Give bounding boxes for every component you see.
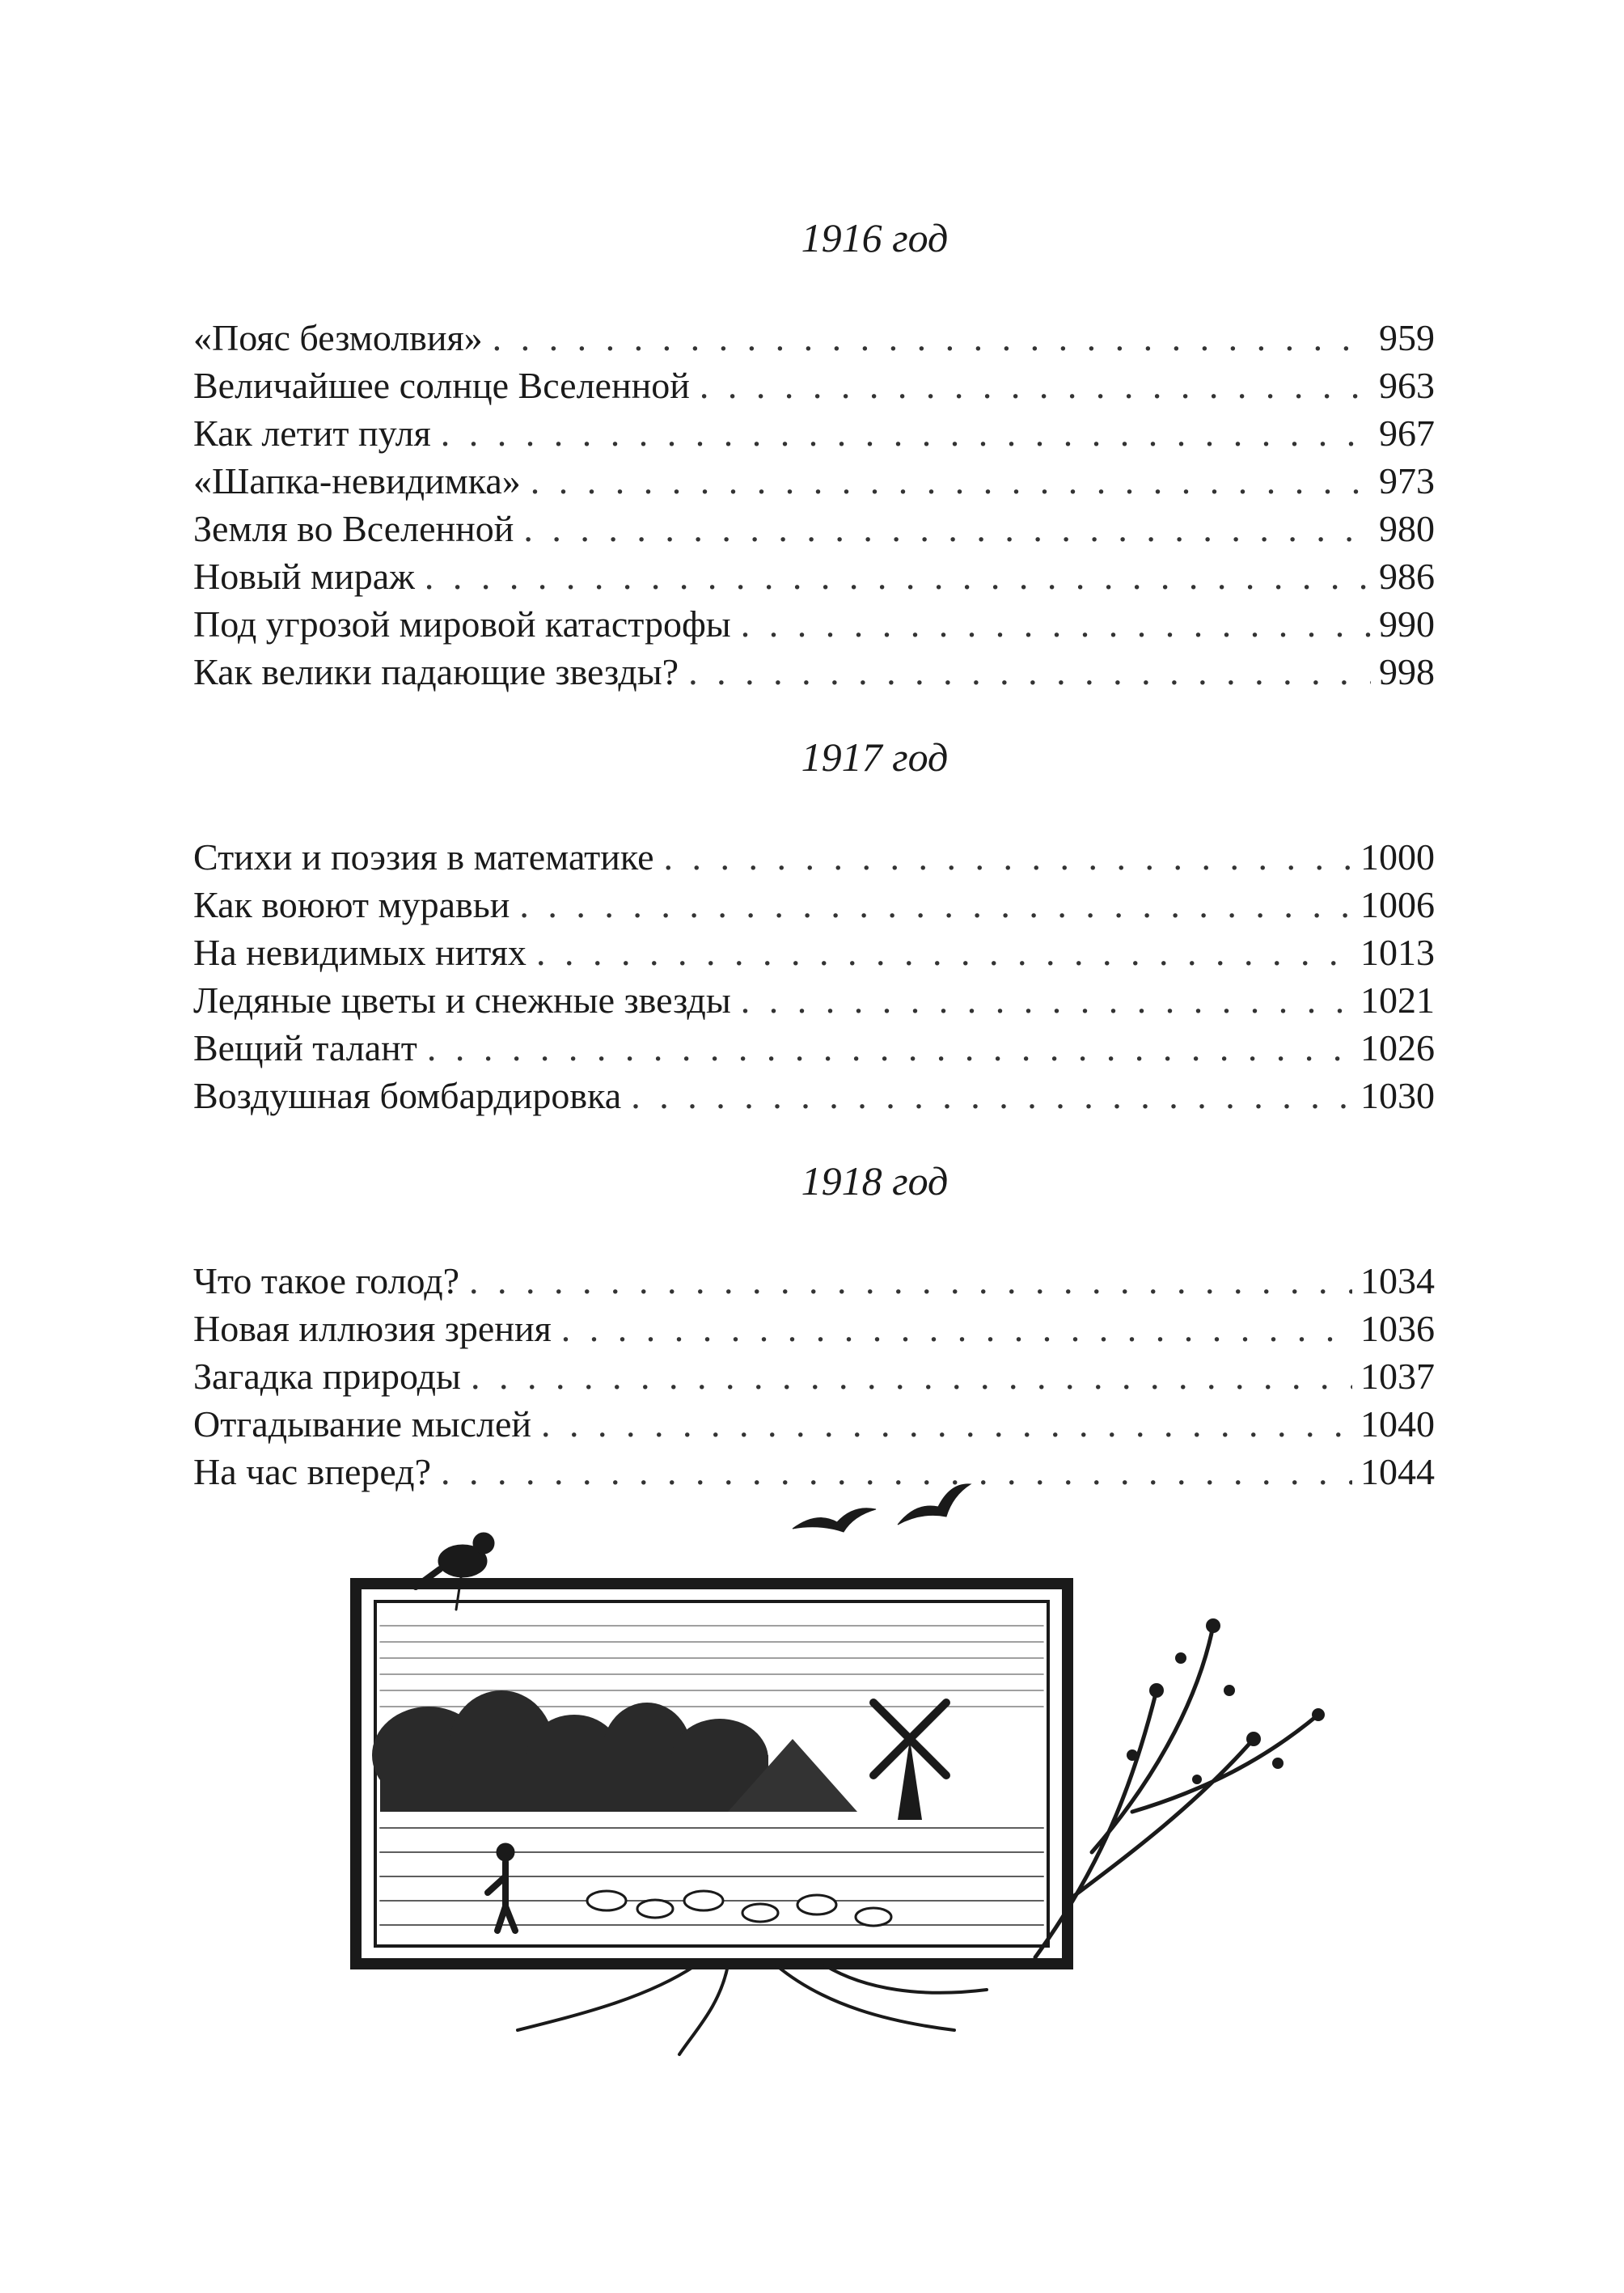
entry-page-number: 1006 (1360, 884, 1435, 925)
entry-page-number: 1037 (1360, 1356, 1435, 1397)
dot-leader (493, 314, 1371, 362)
entry-title: Вещий талант (193, 1027, 417, 1068)
toc-section-1918 (193, 1155, 1435, 1496)
toc-entry[interactable] (193, 1072, 1435, 1119)
toc-entry[interactable] (193, 1305, 1435, 1352)
entry-title: Новая иллюзия зрения (193, 1308, 552, 1349)
dot-leader (471, 1352, 1352, 1400)
entry-title: Новый мираж (193, 556, 415, 597)
dot-leader (523, 505, 1371, 552)
entry-title: На невидимых нитях (193, 932, 527, 973)
entry-page-number: 1026 (1360, 1027, 1435, 1068)
dot-leader (561, 1305, 1352, 1352)
toc-entry[interactable] (193, 600, 1435, 648)
toc-entry[interactable] (193, 457, 1435, 505)
entry-page-number: 1013 (1360, 932, 1435, 973)
toc-entry[interactable] (193, 833, 1435, 881)
dot-leader (427, 1024, 1352, 1072)
entry-title: Ледяные цветы и снежные звезды (193, 979, 731, 1021)
entry-page-number: 1030 (1360, 1075, 1435, 1116)
entry-title: «Шапка-невидимка» (193, 460, 521, 501)
entry-title: «Пояс безмолвия» (193, 317, 483, 358)
entry-title: Загадка природы (193, 1356, 461, 1397)
entry-page-number: 959 (1379, 317, 1435, 358)
entry-page-number: 1040 (1360, 1403, 1435, 1445)
entry-title: Что такое голод? (193, 1260, 460, 1301)
toc-section-1916 (193, 212, 1435, 696)
entry-page-number: 1000 (1360, 836, 1435, 878)
entry-page-number: 1034 (1360, 1260, 1435, 1301)
dot-leader (519, 881, 1352, 929)
toc-entry[interactable] (193, 409, 1435, 457)
toc-entry[interactable] (193, 505, 1435, 552)
toc-entry[interactable] (193, 1024, 1435, 1072)
engraving-illustration (340, 1448, 1334, 2062)
dot-leader (469, 1257, 1352, 1305)
toc-entry[interactable] (193, 976, 1435, 1024)
entry-title: Величайшее солнце Вселенной (193, 365, 690, 406)
entry-title: Как летит пуля (193, 412, 431, 454)
dot-leader (664, 833, 1352, 881)
dot-leader (531, 457, 1371, 505)
entry-title: Под угрозой мировой катастрофы (193, 603, 731, 645)
dot-leader (631, 1072, 1352, 1119)
toc-entry[interactable] (193, 648, 1435, 696)
windmill-icon (873, 1703, 946, 1820)
tree-line (372, 1690, 768, 1812)
entry-page-number: 967 (1379, 412, 1435, 454)
entry-title: Как воюют муравьи (193, 884, 510, 925)
section-heading: 1917 год (801, 734, 949, 780)
entry-page-number: 1021 (1360, 979, 1435, 1021)
dot-leader (741, 600, 1371, 648)
dot-leader (541, 1400, 1352, 1448)
toc-entry[interactable] (193, 314, 1435, 362)
bottom-branches (518, 1965, 987, 2054)
entry-title: Отгадывание мыслей (193, 1403, 532, 1445)
entry-page-number: 963 (1379, 365, 1435, 406)
entry-page-number: 1036 (1360, 1308, 1435, 1349)
shepherd-figure-icon (488, 1843, 515, 1931)
entry-title: На час вперед? (193, 1451, 431, 1492)
dot-leader (700, 362, 1371, 409)
toc-entry[interactable] (193, 1257, 1435, 1305)
toc-entry[interactable] (193, 929, 1435, 976)
entry-title: Стихи и поэзия в математике (193, 836, 654, 878)
toc-section-1917 (193, 731, 1435, 1119)
section-heading: 1916 год (801, 215, 949, 260)
section-heading: 1918 год (801, 1158, 949, 1204)
entry-page-number: 980 (1379, 508, 1435, 549)
entry-page-number: 986 (1379, 556, 1435, 597)
dot-leader (688, 648, 1371, 696)
entry-page-number: 998 (1379, 651, 1435, 692)
toc-entry[interactable] (193, 1352, 1435, 1400)
toc-entry[interactable] (193, 362, 1435, 409)
toc-entry[interactable] (193, 1400, 1435, 1448)
toc-entry[interactable] (193, 552, 1435, 600)
flying-birds-icon (793, 1484, 971, 1532)
entry-page-number: 990 (1379, 603, 1435, 645)
dot-leader (425, 552, 1371, 600)
entry-title: Как велики падающие звезды? (193, 651, 679, 692)
entry-page-number: 1044 (1360, 1451, 1435, 1492)
dot-leader (441, 409, 1371, 457)
sheep-flock (587, 1891, 891, 1926)
dot-leader (536, 929, 1352, 976)
entry-title: Воздушная бомбардировка (193, 1075, 622, 1116)
entry-page-number: 973 (1379, 460, 1435, 501)
perched-bird-icon (416, 1533, 494, 1610)
toc-entry[interactable] (193, 881, 1435, 929)
entry-title: Земля во Вселенной (193, 508, 514, 549)
dot-leader (741, 976, 1352, 1024)
blossom-branch (1035, 1626, 1318, 1957)
table-of-contents (193, 212, 1435, 1496)
